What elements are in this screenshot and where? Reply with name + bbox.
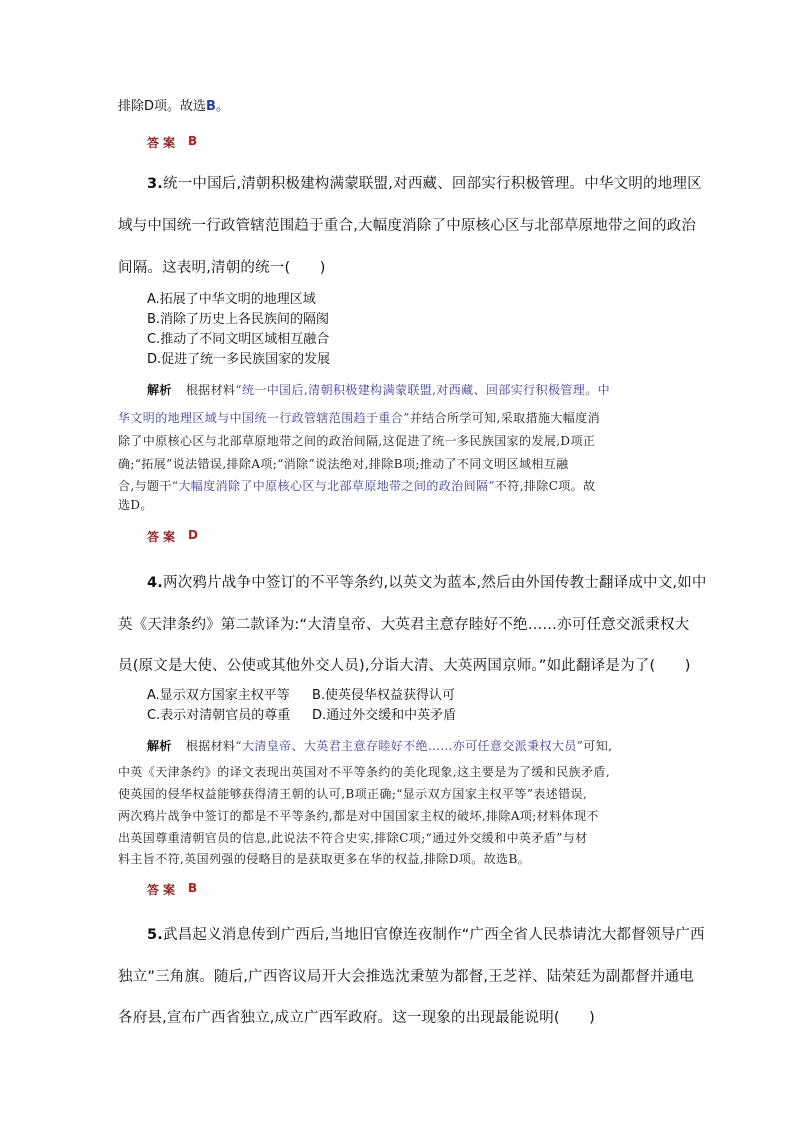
q4-text-1: 两次鸦片战争中签订的不平等条约,以英文为蓝本,然后由外国传教士翻译成中文,如中 xyxy=(163,575,707,591)
q3-analysis-1q: “统一中国后,清朝积极建构满蒙联盟,对西藏、回部实行积极管理。中 xyxy=(235,383,610,397)
answer-value-q4: B xyxy=(188,881,198,895)
q3-analysis-5a: 合,与题干 xyxy=(118,479,172,493)
q3-analysis-5q: “大幅度消除了中原核心区与北部草原地带之间的政治间隔” xyxy=(171,479,495,493)
q4-line-3: 员(原文是大使、公使或其他外交人员),分诣大清、大英两国京师。”如此翻译是为了( ) xyxy=(118,658,691,674)
q3-analysis-line-4: 确;“拓展”说法错误,排除A项;“消除”说法绝对,排除B项;推动了不同文明区域相互融 xyxy=(118,457,569,471)
q4-analysis-line-3: 使英国的侵华权益能够获得清王朝的认可,B项正确;“显示双方国家主权平等”表述错误, xyxy=(118,787,588,801)
q4-analysis-line-4: 两次鸦片战争中签订的都是不平等条约,都是对中国国家主权的破坏,排除A项;材料体现不 xyxy=(118,809,599,823)
q3-line-2: 域与中国统一行政管辖范围趋于重合,大幅度消除了中原核心区与北部草原地带之间的政治 xyxy=(118,218,697,234)
q3-option-b: B.消除了历史上各民族间的隔阂 xyxy=(147,312,330,327)
q3-option-a: A.拓展了中华文明的地理区域 xyxy=(147,292,316,307)
q3-text-1: 统一中国后,清朝积极建构满蒙联盟,对西藏、回部实行积极管理。中华文明的地理区 xyxy=(163,176,702,192)
q3-line-1 xyxy=(147,172,702,193)
q4-analysis-line-1 xyxy=(147,737,612,754)
q5-line-3: 各府县,宣布广西省独立,成立广西军政府。这一现象的出现最能说明( ) xyxy=(118,1010,596,1026)
answer-value-q2: B xyxy=(188,134,198,148)
q3-line-3: 间隔。这表明,清朝的统一( ) xyxy=(118,260,326,276)
q3-analysis-line-5 xyxy=(118,477,596,494)
answer-value-q3: D xyxy=(188,528,198,542)
q4-analysis-1q: “大清皇帝、大英君主意存睦好不绝……亦可任意交派秉权大员” xyxy=(235,739,584,753)
q3-analysis-2q: 华文明的地理区域与中国统一行政管辖范围趋于重合” xyxy=(118,411,410,425)
answer-label-q3: 答案 xyxy=(147,530,180,544)
q3-option-d: D.促进了统一多民族国家的发展 xyxy=(147,352,331,367)
carryover-prefix: 排除 xyxy=(118,99,145,114)
answer-label-q2: 答案 xyxy=(147,136,180,150)
q3-analysis-line-6: 选D。 xyxy=(118,498,153,512)
q4-analysis-label: 解析 xyxy=(147,739,172,753)
carryover-choice: B xyxy=(206,99,216,114)
q5-line-2: 独立”三角旗。随后,广西咨议局开大会推选沈秉堃为都督,王芝祥、陆荣廷为副都督并通电 xyxy=(118,969,694,985)
q4-analysis-line-6: 料主旨不符,英国列强的侵略目的是获取更多在华的权益,排除D项。故选B。 xyxy=(118,852,531,866)
carryover-end: 。 xyxy=(215,99,229,114)
q5-text-1: 武昌起义消息传到广西后,当地旧官僚连夜制作“广西全省人民恭请沈大都督领导广西 xyxy=(163,927,705,943)
q4-option-a: A.显示双方国家主权平等 xyxy=(147,688,290,703)
q3-analysis-label: 解析 xyxy=(147,383,172,397)
q5-number: 5. xyxy=(147,927,163,943)
q4-analysis-1b: 可知, xyxy=(583,739,613,753)
q4-analysis-1a: 根据材料 xyxy=(185,739,236,753)
q3-analysis-1a: 根据材料 xyxy=(185,383,236,397)
q3-option-c: C.推动了不同文明区域相互融合 xyxy=(147,332,330,347)
q4-option-c: C.表示对清朝官员的尊重 xyxy=(147,708,291,723)
q3-analysis-line-2 xyxy=(118,409,600,426)
q3-number: 3. xyxy=(147,176,163,192)
answer-label-q4: 答案 xyxy=(147,883,180,897)
q4-number: 4. xyxy=(147,575,163,591)
q3-analysis-5b: 不符,排除C项。故 xyxy=(494,479,596,493)
carryover-letter: D xyxy=(144,99,155,114)
carryover-line xyxy=(118,99,229,115)
q4-analysis-line-5: 出英国尊重清朝官员的信息,此说法不符合史实,排除C项;“通过外交缓和中英矛盾”与材 xyxy=(118,831,588,845)
q3-analysis-line-1 xyxy=(147,381,610,398)
q3-analysis-line-3: 除了中原核心区与北部草原地带之间的政治间隔,这促进了统一多民族国家的发展,D项正 xyxy=(118,434,596,448)
q4-option-b: B.使英侵华权益获得认可 xyxy=(312,688,456,703)
q4-option-d: D.通过外交缓和中英矛盾 xyxy=(312,708,457,723)
carryover-middle: 项。故选 xyxy=(154,99,207,114)
q4-analysis-line-2: 中英《天津条约》的译文表现出英国对不平等条约的美化现象,这主要是为了缓和民族矛盾, xyxy=(118,765,611,779)
q4-line-1 xyxy=(147,571,707,592)
q3-analysis-2b: 并结合所学可知,采取措施大幅度消 xyxy=(409,411,600,425)
q4-line-2: 英《天津条约》第二款译为:“大清皇帝、大英君主意存睦好不绝……亦可任意交派秉权大 xyxy=(118,617,690,633)
q5-line-1 xyxy=(147,923,705,944)
